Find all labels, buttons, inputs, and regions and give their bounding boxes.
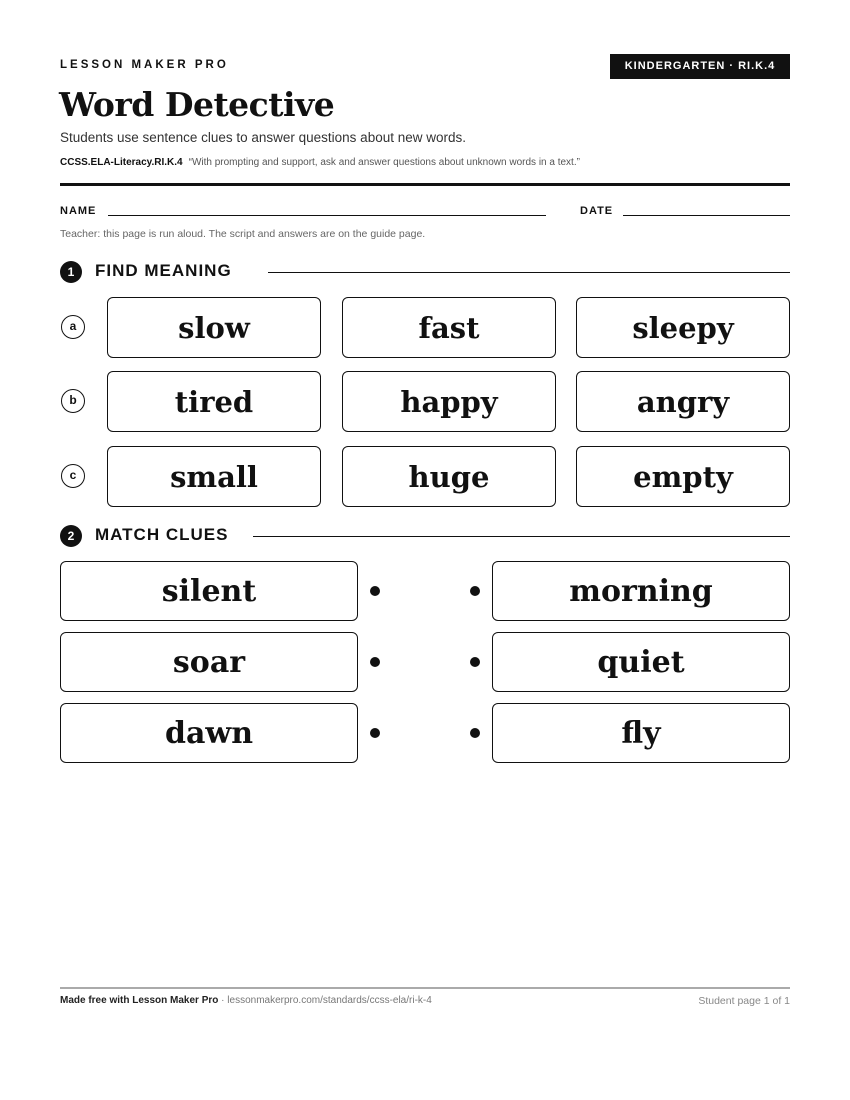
word-box[interactable]: happy: [342, 371, 556, 432]
worksheet-subtitle: Students use sentence clues to answer questions about new words.: [60, 130, 466, 145]
section-number-badge: 2: [60, 525, 82, 547]
name-label: NAME: [60, 205, 97, 217]
footer-made-with: Made free with Lesson Maker Pro: [60, 995, 219, 1006]
match-left-box[interactable]: dawn: [60, 703, 358, 763]
grade-badge: KINDERGARTEN · RI.K.4: [610, 54, 790, 79]
header-divider: [60, 183, 790, 186]
match-right-box[interactable]: morning: [492, 561, 790, 621]
match-left-box[interactable]: silent: [60, 561, 358, 621]
standard-line: [60, 157, 580, 168]
match-right-dot[interactable]: [470, 728, 480, 738]
footer-separator: ·: [218, 995, 228, 1006]
date-field[interactable]: [623, 215, 790, 216]
word-box[interactable]: angry: [576, 371, 790, 432]
standard-code: CCSS.ELA-Literacy.RI.K.4: [60, 157, 183, 168]
match-left-dot[interactable]: [370, 657, 380, 667]
date-label: DATE: [580, 205, 614, 217]
section-rule: [268, 272, 790, 273]
row-letter-b: b: [61, 389, 85, 413]
word-box[interactable]: sleepy: [576, 297, 790, 358]
word-box[interactable]: slow: [107, 297, 321, 358]
section-title: MATCH CLUES: [95, 525, 229, 544]
row-letter-c: c: [61, 464, 85, 488]
brand-name: LESSON MAKER PRO: [60, 59, 229, 71]
match-right-box[interactable]: fly: [492, 703, 790, 763]
footer-divider: [60, 987, 790, 989]
teacher-note: Teacher: this page is run aloud. The script and answers are on the guide page.: [60, 228, 426, 240]
row-letter-a: a: [61, 315, 85, 339]
footer-page-number: Student page 1 of 1: [698, 995, 790, 1007]
name-field[interactable]: [108, 215, 546, 216]
match-left-box[interactable]: soar: [60, 632, 358, 692]
match-right-box[interactable]: quiet: [492, 632, 790, 692]
word-box[interactable]: empty: [576, 446, 790, 507]
section-title: FIND MEANING: [95, 261, 232, 280]
word-box[interactable]: huge: [342, 446, 556, 507]
word-box[interactable]: tired: [107, 371, 321, 432]
footer-credit: [60, 995, 432, 1006]
match-right-dot[interactable]: [470, 657, 480, 667]
standard-text: “With prompting and support, ask and answer questions about unknown words in a text.”: [188, 157, 580, 168]
worksheet-title: Word Detective: [59, 85, 335, 124]
section-rule: [253, 536, 790, 537]
footer-url[interactable]: lessonmakerpro.com/standards/ccss-ela/ri-k-4: [227, 995, 432, 1006]
section-number-badge: 1: [60, 261, 82, 283]
section-match-clues-header: [60, 523, 790, 547]
section-find-meaning-header: [60, 259, 790, 283]
word-box[interactable]: small: [107, 446, 321, 507]
match-left-dot[interactable]: [370, 728, 380, 738]
match-right-dot[interactable]: [470, 586, 480, 596]
match-left-dot[interactable]: [370, 586, 380, 596]
word-box[interactable]: fast: [342, 297, 556, 358]
